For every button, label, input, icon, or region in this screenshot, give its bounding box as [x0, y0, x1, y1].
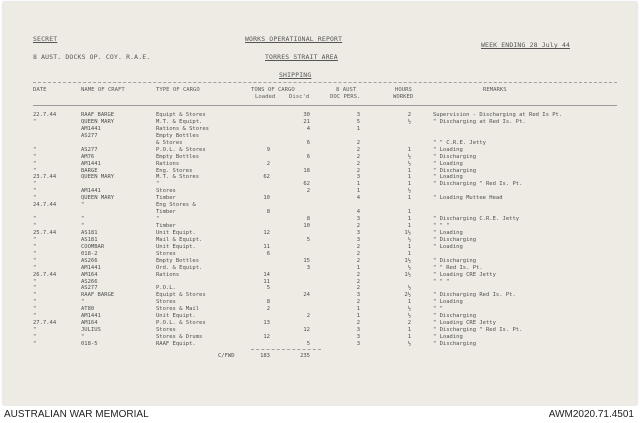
row-craft: AM1441	[81, 125, 101, 132]
table-row	[3, 265, 637, 272]
row-craft: QUEEN MARY	[81, 195, 115, 202]
row-craft: RAAF BARGE	[81, 112, 115, 118]
row-loaded: 14	[263, 271, 270, 278]
row-hours: ½	[407, 264, 411, 271]
row-date: "	[33, 243, 37, 250]
row-discharged: 12	[303, 327, 310, 334]
row-cargo: Equipt & Stores	[156, 112, 206, 118]
table-row	[3, 216, 637, 223]
row-remarks: Supervision - Discharging at Red Is Pt.	[433, 112, 563, 118]
row-date: 26.7.44	[33, 271, 57, 278]
row-discharged: 30	[303, 112, 310, 118]
row-cargo: Unit Equipt.	[156, 243, 196, 250]
col-hours-worked: WORKED	[393, 94, 414, 100]
row-dock-pers: 3	[356, 174, 360, 181]
row-remarks: " Loading CRE Jetty	[433, 320, 496, 327]
row-craft: "	[81, 334, 85, 340]
report-area: TORRES STRAIT AREA	[265, 53, 338, 61]
totals-row	[3, 353, 637, 360]
row-discharged: 62	[303, 181, 310, 188]
table-row	[3, 244, 637, 251]
row-dock-pers: 1	[356, 188, 360, 195]
row-dock-pers: 3	[356, 229, 360, 236]
row-remarks: " " "	[433, 223, 450, 229]
table-row	[3, 188, 637, 195]
row-date: "	[33, 327, 37, 334]
row-dock-pers: 2	[356, 250, 360, 257]
row-cargo: Timber	[156, 209, 176, 216]
row-dock-pers: 2	[356, 285, 360, 292]
row-craft: "	[81, 216, 85, 223]
row-cargo: P.O.L. & Stores	[156, 320, 206, 327]
row-date: "	[33, 195, 37, 202]
row-dock-pers: 1	[356, 264, 360, 271]
row-craft: COOMBAR	[81, 243, 105, 250]
totals-discharged: 235	[300, 353, 310, 359]
row-craft: JULIUS	[81, 327, 101, 334]
row-hours: ½	[407, 153, 411, 160]
row-date: "	[33, 188, 37, 195]
table-row	[3, 327, 637, 334]
row-cargo: "	[156, 216, 160, 223]
row-dock-pers: 2	[356, 146, 360, 153]
row-date: "	[33, 181, 37, 188]
row-craft: AS181	[81, 229, 98, 236]
row-date: "	[33, 146, 37, 153]
row-date: "	[33, 334, 37, 340]
row-dock-pers: 2	[356, 278, 360, 285]
row-craft: AS277	[81, 146, 98, 153]
table-row	[3, 306, 637, 313]
row-hours: ½	[407, 160, 411, 167]
row-cargo: Stores	[156, 250, 176, 257]
row-loaded: 6	[266, 250, 270, 257]
totals-label: C/FWD	[218, 353, 235, 359]
row-craft: AS277	[81, 285, 98, 292]
row-date: 27.7.44	[33, 320, 57, 327]
row-cargo: Stores	[156, 188, 176, 195]
row-dock-pers: 2	[356, 153, 360, 160]
table-row	[3, 279, 637, 286]
header-rule-bottom	[33, 105, 617, 106]
col-aust: 8 AUST	[336, 87, 357, 93]
table-row	[3, 341, 637, 348]
table-row	[3, 237, 637, 244]
col-remarks: REMARKS	[483, 87, 507, 93]
col-loaded: Loaded	[255, 94, 276, 100]
row-date: "	[33, 223, 37, 229]
report-location: SHIPPING	[279, 71, 312, 79]
footer-bar	[0, 406, 640, 423]
table-row	[3, 154, 637, 161]
table-row	[3, 334, 637, 341]
row-remarks: " Loading	[433, 243, 463, 250]
row-hours: 2	[407, 112, 411, 118]
row-hours: ½	[407, 313, 411, 320]
table-row	[3, 285, 637, 292]
row-craft: AM76	[81, 153, 95, 160]
row-discharged: 10	[303, 223, 310, 229]
row-discharged: 15	[303, 257, 310, 264]
row-hours: 1	[407, 243, 411, 250]
row-date: "	[33, 292, 37, 299]
row-cargo: Empty Bottles	[156, 132, 200, 139]
cargo-table	[3, 112, 637, 348]
row-dock-pers: 1	[356, 181, 360, 188]
row-discharged: 5	[306, 340, 310, 347]
row-craft: "	[81, 223, 85, 229]
row-loaded: 10	[263, 195, 270, 202]
row-cargo: Ord. & Equipt.	[156, 264, 203, 271]
row-cargo: Stores & Drums	[156, 334, 203, 340]
row-dock-pers: 2	[356, 167, 360, 174]
row-loaded: 5	[266, 285, 270, 292]
row-cargo: Eng. Stores	[156, 167, 193, 174]
row-remarks: " Loading Muttee Head	[433, 195, 503, 202]
row-discharged: 8	[306, 216, 310, 223]
header-rule-top	[33, 82, 617, 83]
row-craft: AS266	[81, 257, 98, 264]
table-row	[3, 174, 637, 181]
row-hours: 2½	[404, 292, 411, 299]
row-date: 23.7.44	[33, 174, 57, 181]
row-dock-pers: 1	[356, 306, 360, 313]
row-craft: AS277	[81, 132, 98, 139]
table-row	[3, 112, 637, 119]
row-loaded: 2	[266, 160, 270, 167]
row-remarks: " Discharging Red Is. Pt.	[433, 292, 516, 299]
row-hours: 1	[407, 209, 411, 216]
col-tons: TONS OF CARGO	[251, 87, 295, 93]
row-loaded: 8	[266, 209, 270, 216]
row-cargo: Stores	[156, 299, 176, 306]
row-dock-pers: 3	[356, 334, 360, 340]
row-loaded: 11	[263, 278, 270, 285]
row-remarks: " Discharging	[433, 167, 477, 174]
row-loaded: 11	[263, 243, 270, 250]
row-dock-pers: 1	[356, 125, 360, 132]
row-date: "	[33, 216, 37, 223]
week-ending: WEEK ENDING 28 July 44	[481, 41, 571, 49]
row-craft: AM164	[81, 271, 98, 278]
unit-name: 8 AUST. DOCKS OP. COY. R.A.E.	[33, 53, 151, 61]
row-hours: 1	[407, 146, 411, 153]
row-dock-pers: 3	[356, 292, 360, 299]
row-cargo: RAAF Equipt.	[156, 340, 196, 347]
row-hours: 1	[407, 174, 411, 181]
row-loaded: 12	[263, 229, 270, 236]
row-craft: "	[81, 202, 85, 209]
row-cargo: M.T. & Equipt.	[156, 118, 203, 125]
row-remarks: " Discharging " Red Is. Pt.	[433, 327, 523, 334]
row-discharged: 24	[303, 292, 310, 299]
table-row	[3, 209, 637, 216]
row-dock-pers: 2	[356, 299, 360, 306]
row-craft: AM1441	[81, 188, 101, 195]
row-hours: 1	[407, 181, 411, 188]
row-cargo: Rations	[156, 271, 180, 278]
row-cargo: P.O.L. & Stores	[156, 146, 206, 153]
row-craft: AM1441	[81, 160, 101, 167]
row-cargo: Timber	[156, 195, 176, 202]
row-craft: 018-2	[81, 250, 98, 257]
row-hours: ½	[407, 285, 411, 292]
row-craft: AS181	[81, 236, 98, 243]
row-remarks: " " Red Is. Pt.	[433, 264, 483, 271]
row-dock-pers: 2	[356, 320, 360, 327]
row-loaded: 12	[263, 334, 270, 340]
row-hours: ½	[407, 340, 411, 347]
row-cargo: Empty Bottles	[156, 153, 200, 160]
row-hours: ½	[407, 236, 411, 243]
row-dock-pers: 3	[356, 327, 360, 334]
row-discharged: 6	[306, 153, 310, 160]
row-hours: 1	[407, 299, 411, 306]
row-craft: "	[81, 299, 85, 306]
col-date: DATE	[33, 87, 47, 93]
row-hours: 1	[407, 327, 411, 334]
row-discharged: 18	[303, 167, 310, 174]
row-cargo: "	[156, 181, 160, 188]
row-hours: ½	[407, 118, 411, 125]
row-hours: 1	[407, 167, 411, 174]
row-hours: 1	[407, 195, 411, 202]
row-loaded: 9	[266, 146, 270, 153]
row-hours: 1	[407, 250, 411, 257]
row-loaded: 62	[263, 174, 270, 181]
row-cargo: P.O.L.	[156, 285, 176, 292]
row-remarks: " Loading	[433, 174, 463, 181]
col-aust-pers: DOC PERS.	[330, 94, 361, 100]
row-craft: QUEEN MARY	[81, 174, 115, 181]
row-date: 22.7.44	[33, 112, 57, 118]
row-remarks: " Loading	[433, 334, 463, 340]
col-discharged: Disc'd	[289, 94, 310, 100]
row-cargo: Mail & Equipt.	[156, 236, 203, 243]
totals-rule	[251, 349, 321, 350]
row-hours: 1	[407, 334, 411, 340]
row-date: "	[33, 264, 37, 271]
row-dock-pers: 2	[356, 139, 360, 146]
row-discharged: 2	[306, 313, 310, 320]
table-row	[3, 230, 637, 237]
row-remarks: " Discharging	[433, 236, 477, 243]
row-date: "	[33, 306, 37, 313]
row-hours: 1½	[404, 229, 411, 236]
row-cargo: Timber	[156, 223, 176, 229]
totals-loaded: 183	[260, 353, 270, 359]
row-date: 24.7.44	[33, 202, 57, 209]
row-loaded: 8	[266, 299, 270, 306]
row-date: 25.7.44	[33, 229, 57, 236]
table-row	[3, 272, 637, 279]
row-remarks: " Loading	[433, 229, 463, 236]
row-cargo: Rations	[156, 160, 180, 167]
row-cargo: Stores	[156, 327, 176, 334]
row-cargo: Equipt & Stores	[156, 292, 206, 299]
row-remarks: " Discharging	[433, 340, 477, 347]
row-hours: 1½	[404, 257, 411, 264]
row-date: "	[33, 313, 37, 320]
table-row	[3, 320, 637, 327]
row-cargo: Eng Stores &	[156, 202, 196, 209]
row-discharged: 6	[306, 139, 310, 146]
row-dock-pers: 3	[356, 340, 360, 347]
row-dock-pers: 2	[356, 223, 360, 229]
row-dock-pers: 3	[356, 216, 360, 223]
table-row	[3, 119, 637, 126]
report-title: WORKS OPERATIONAL REPORT	[245, 35, 343, 43]
row-hours: ½	[407, 188, 411, 195]
table-row	[3, 140, 637, 147]
row-date: "	[33, 236, 37, 243]
row-dock-pers: 2	[356, 160, 360, 167]
table-row	[3, 251, 637, 258]
row-cargo: Rations & Stores	[156, 125, 209, 132]
row-remarks: " Loading CRE Jetty	[433, 271, 496, 278]
table-row	[3, 126, 637, 133]
table-row	[3, 147, 637, 154]
row-cargo: Empty Bottles	[156, 257, 200, 264]
row-remarks: " Discharging at Red Is. Pt.	[433, 118, 526, 125]
row-craft: BARGE	[81, 167, 98, 174]
row-loaded: 13	[263, 320, 270, 327]
row-discharged: 5	[306, 236, 310, 243]
row-remarks: " Discharging " Red Is. Pt.	[433, 181, 523, 188]
row-craft: RAAF BARGE	[81, 292, 115, 299]
table-row	[3, 299, 637, 306]
row-craft: 018-5	[81, 340, 98, 347]
row-craft: AT80	[81, 306, 95, 313]
row-cargo: Stores & Mail	[156, 306, 200, 313]
table-row	[3, 181, 637, 188]
row-craft: AM1441	[81, 313, 101, 320]
row-date: "	[33, 160, 37, 167]
row-remarks: " " "	[433, 278, 450, 285]
row-dock-pers: 4	[356, 195, 360, 202]
row-dock-pers: 5	[356, 118, 360, 125]
table-row	[3, 133, 637, 140]
row-date: "	[33, 257, 37, 264]
row-dock-pers: 4	[356, 209, 360, 216]
row-cargo: Unit Equipt.	[156, 229, 196, 236]
row-remarks: " " C.R.E. Jetty	[433, 139, 486, 146]
row-dock-pers: 2	[356, 243, 360, 250]
row-date: "	[33, 153, 37, 160]
row-remarks: " Loading	[433, 299, 463, 306]
table-row	[3, 258, 637, 265]
row-dock-pers: 1	[356, 313, 360, 320]
row-date: "	[33, 340, 37, 347]
row-craft: AM1441	[81, 264, 101, 271]
row-remarks: " Discharging	[433, 313, 477, 320]
row-craft: AM164	[81, 320, 98, 327]
table-row	[3, 168, 637, 175]
row-remarks: " Discharging C.R.E. Jetty	[433, 216, 520, 223]
classification: SECRET	[33, 35, 58, 43]
row-cargo: & Stores	[156, 139, 183, 146]
row-date: "	[33, 118, 37, 125]
row-dock-pers: 3	[356, 236, 360, 243]
col-hours: HOURS	[395, 87, 412, 93]
row-craft: AS266	[81, 278, 98, 285]
row-date: "	[33, 167, 37, 174]
row-craft: QUEEN MARY	[81, 118, 115, 125]
row-hours: 1	[407, 216, 411, 223]
row-date: "	[33, 278, 37, 285]
table-row	[3, 292, 637, 299]
table-row	[3, 223, 637, 230]
row-dock-pers: 2	[356, 271, 360, 278]
row-remarks: " Loading	[433, 146, 463, 153]
row-date: "	[33, 285, 37, 292]
document-page	[3, 2, 637, 405]
row-date: "	[33, 299, 37, 306]
row-discharged: 4	[306, 125, 310, 132]
row-hours: 1½	[404, 271, 411, 278]
table-row	[3, 202, 637, 209]
row-discharged: 3	[306, 264, 310, 271]
table-row	[3, 161, 637, 168]
table-row	[3, 313, 637, 320]
row-discharged: 21	[303, 118, 310, 125]
row-hours: 1	[407, 223, 411, 229]
row-remarks: " "	[433, 306, 443, 313]
row-hours: 2	[407, 320, 411, 327]
row-discharged: 2	[306, 188, 310, 195]
row-cargo: Unit Equipt.	[156, 313, 196, 320]
row-remarks: " Loading	[433, 160, 463, 167]
footer-accession: AWM2020.71.4501	[548, 409, 634, 420]
row-remarks: " Discharging	[433, 257, 477, 264]
col-cargo: TYPE OF CARGO	[156, 87, 200, 93]
row-dock-pers: 2	[356, 257, 360, 264]
row-hours: ½	[407, 306, 411, 313]
row-cargo: M.T. & Stores	[156, 174, 200, 181]
row-remarks: " Discharging	[433, 153, 477, 160]
row-loaded: 2	[266, 306, 270, 313]
footer-credit: AUSTRALIAN WAR MEMORIAL	[4, 409, 149, 420]
row-dock-pers: 3	[356, 112, 360, 118]
row-date: "	[33, 250, 37, 257]
col-craft: NAME OF CRAFT	[81, 87, 125, 93]
table-row	[3, 195, 637, 202]
